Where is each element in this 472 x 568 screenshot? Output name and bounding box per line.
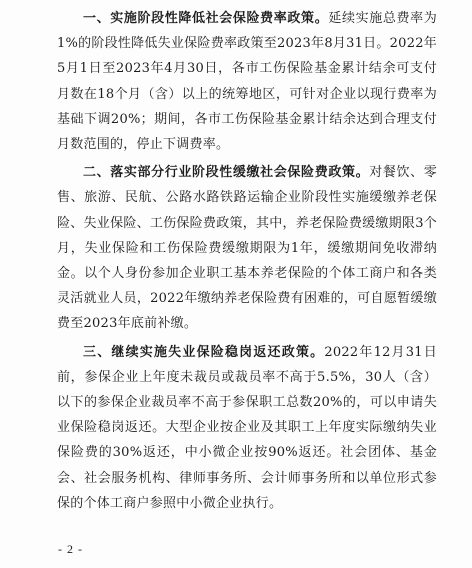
paragraph-heading: 一、实施阶段性降低社会保险费率政策。 [83,11,329,26]
page-number: - 2 - [58,542,83,556]
paragraph-text: 对餐饮、零售、旅游、民航、公路水路铁路运输企业阶段性实施缓缴养老保险、失业保险、工伤保险费政策，其中，养老保险费缓缴期限3个月，失业保险和工伤保险费缓缴期限为1年，缓缴期间免收滞纳金。以个人身份参加企业职工基本养老保险的个体工商户和各类灵活就业人员，2022年缴纳养老保险费有困难的，可自愿暂缓缴费至2023年底前补缴。 [57,165,437,332]
document-body [57,6,437,519]
paragraph-heading: 二、落实部分行业阶段性缓缴社会保险费政策。 [83,165,370,181]
paragraph-heading: 三、继续实施失业保险稳岗返还政策。 [83,344,325,360]
paragraph-deferred-payment-policy [57,160,437,336]
paragraph-social-insurance-rate-reduction [57,6,437,157]
paragraph-job-stabilization-refund [57,340,437,516]
paragraph-text: 延续实施总费率为1%的阶段性降低失业保险费率政策至2023年8月31日。2022年5月1日至2023年4月30日，各市工伤保险基金累计结余可支付月数在18个月（含）以上的统筹地区，可针对企业以现行费率为基础下调20%；期间，各市工伤保险基金累计结余达到合理支付月数范围的，停止下调费率。 [57,11,437,153]
paragraph-text: 2022年12月31日前，参保企业上年度未裁员或裁员率不高于5.5%，30人（含）以下的参保企业裁员率不高于参保职工总数20%的，可以申请失业保险稳岗返还。大型企业按企业及其职工上年度实际缴纳失业保险费的30%返还，中小微企业按90%返还。社会团体、基金会、社会服务机构、律师事务所、会计师事务所和以单位形式参保的个体工商户参照中小微企业执行。 [57,344,437,511]
